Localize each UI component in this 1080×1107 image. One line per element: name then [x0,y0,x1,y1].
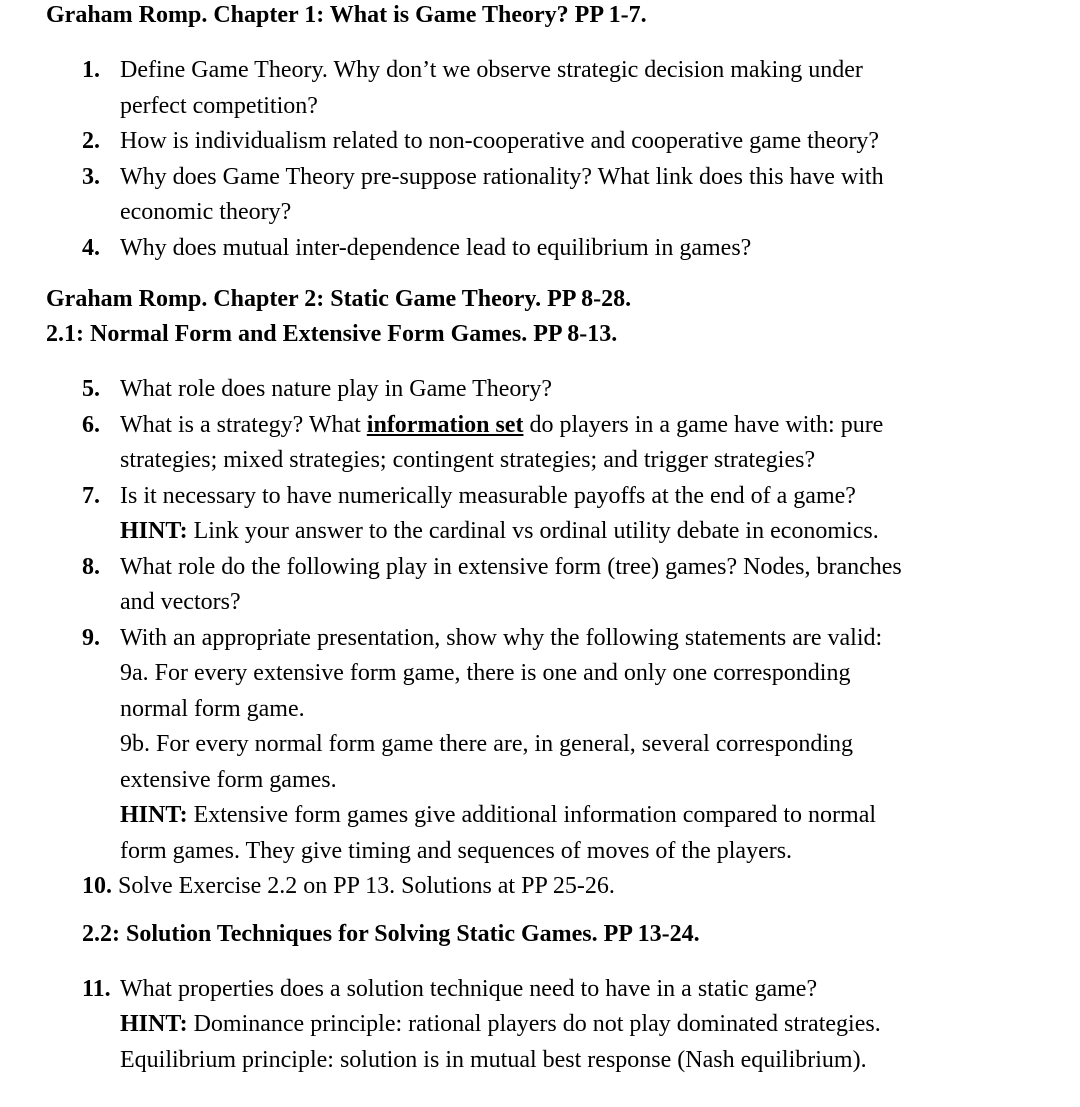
section-2-2-question-list [46,972,1040,1079]
question-text-line: Equilibrium principle: solution is in mutual best response (Nash equilibrium). [120,1046,867,1073]
question-item [46,53,1040,124]
question-item [46,408,1040,479]
question-number: 8. [82,553,100,580]
underlined-term: information set [366,411,524,438]
hint-line [120,798,1040,834]
question-item [46,621,1040,870]
question-item [46,869,1040,905]
chapter-1-question-list [46,53,1040,266]
question-text-line: What properties does a solution technique need to have in a static game? [120,975,818,1002]
question-text-line: Why does Game Theory pre-suppose rationality? What link does this have with [120,163,884,190]
hint-label: HINT: [120,802,188,828]
question-text-line: strategies; mixed strategies; contingent strategies; and trigger strategies? [120,447,816,473]
question-item [46,972,1040,1079]
question-text-segment: do players in a game have with: pure [523,411,884,438]
question-number: 11. [82,975,111,1002]
statement-9b-line: extensive form games. [120,766,337,793]
chapter-1-heading: Graham Romp. Chapter 1: What is Game Theory? PP 1-7. [46,2,647,28]
section-2-1-question-list [46,372,1040,905]
chapter-2-heading: Graham Romp. Chapter 2: Static Game Theory. PP 8-28. [46,286,632,312]
question-item [46,160,1040,231]
question-item [46,372,1040,408]
question-text-line: Why does mutual inter-dependence lead to equilibrium in games? [120,234,752,261]
statement-9a-line: 9a. For every extensive form game, there is one and only one corresponding [120,660,851,686]
question-number: 4. [82,234,100,261]
question-number: 1. [82,57,100,83]
question-number: 2. [82,128,100,154]
question-text-line [120,408,1040,444]
question-text-line: and vectors? [120,589,241,615]
hint-text: Link your answer to the cardinal vs ordinal utility debate in economics. [187,518,879,544]
question-text-line: Is it necessary to have numerically measurable payoffs at the end of a game? [120,482,856,509]
question-number: 3. [82,163,100,190]
question-text-line: perfect competition? [120,92,318,119]
question-text-line: What role do the following play in extensive form (tree) games? Nodes, branches [120,553,902,580]
question-number: 5. [82,376,100,402]
question-text-line: economic theory? [120,199,292,225]
question-text-line: What role does nature play in Game Theory? [120,376,553,402]
question-text-line: How is individualism related to non-cooperative and cooperative game theory? [120,128,880,154]
question-text-line: Define Game Theory. Why don’t we observe strategic decision making under [120,57,863,83]
hint-text: Dominance principle: rational players do not play dominated strategies. [187,1011,881,1037]
hint-line [120,1007,1040,1043]
question-text-segment: What is a strategy? What [120,411,367,438]
question-text-line: With an appropriate presentation, show why the following statements are valid: [120,624,883,651]
hint-line: form games. They give timing and sequences of moves of the players. [120,837,793,864]
section-2-1-heading: 2.1: Normal Form and Extensive Form Games. PP 8-13. [46,321,618,347]
question-item [46,479,1040,550]
hint-label: HINT: [120,1011,188,1037]
hint-text: Extensive form games give additional information compared to normal [187,802,877,828]
question-number: 9. [82,624,100,651]
question-item [46,124,1040,160]
hint-label: HINT: [120,518,188,544]
question-item [46,231,1040,267]
statement-9a-line: normal form game. [120,695,305,722]
statement-9b-line: 9b. For every normal form game there are, in general, several corresponding [120,731,854,757]
hint-line [120,514,1040,550]
question-number: 6. [82,411,100,438]
question-text-segment: Solve Exercise 2.2 on PP 13. Solutions at PP 25-26. [118,873,615,899]
question-number: 10. [82,873,112,899]
section-2-2-heading: 2.2: Solution Techniques for Solving Static Games. PP 13-24. [82,920,700,947]
question-text-line [82,869,1040,905]
question-number: 7. [82,482,100,509]
question-item [46,550,1040,621]
